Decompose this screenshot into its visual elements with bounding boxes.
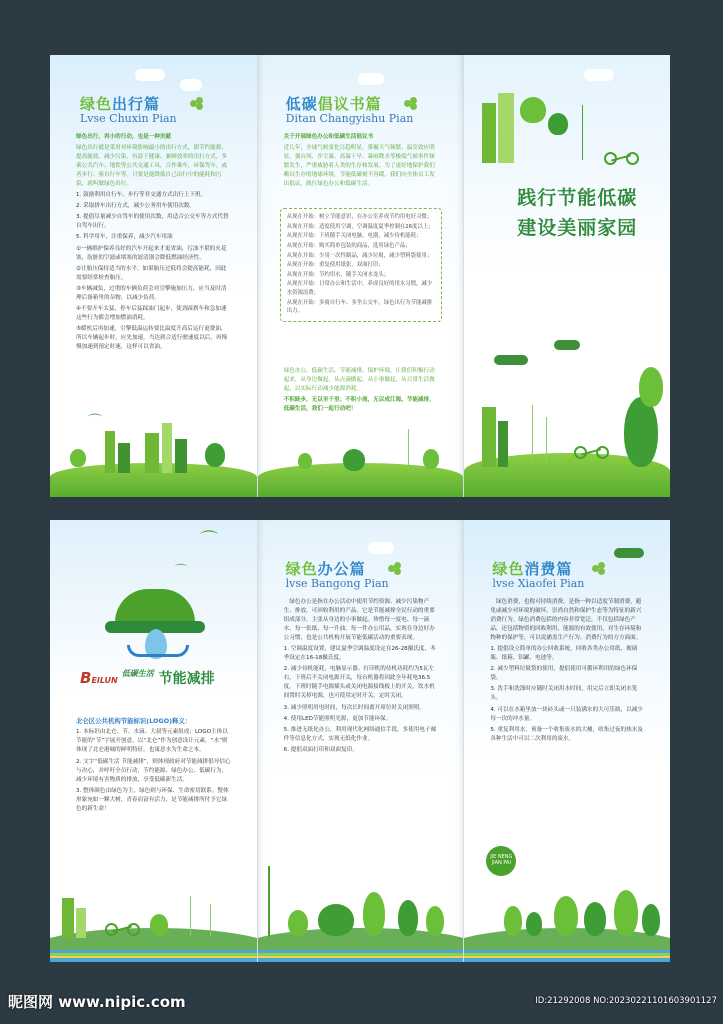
watermark-site: 昵图网 www.nipic.com (8, 993, 186, 1011)
tree-illustration (343, 449, 365, 471)
tree-illustration (554, 896, 578, 936)
list-item: ③车辆减负，过重的车辆负荷会对引擎施加压力，应当及时清理后备箱里的杂物，以减少负荷。 (76, 285, 227, 301)
panel-green-consumption (463, 520, 670, 962)
tree-illustration (70, 449, 86, 467)
bird-icon: ⌒ (200, 530, 218, 551)
intro-paragraph: 绿色出行就是采用对环境影响最小的出行方式，即节约能源、提高能效、减少污染，有益于健康、兼顾效率的出行方式。多乘公共汽车、地铁等公共交通工具，合作乘车，环保驾车，或者步行、骑自行车等。只要是能降低自己出行中的能耗和污染，就叫做绿色出行。 (76, 145, 228, 188)
section-heading: 关于开展绿色办公和低碳生活倡议书 (283, 134, 374, 140)
stripes-decoration (464, 950, 670, 962)
cloud (554, 340, 580, 350)
pledge-item: 从现在开始：少用一次性制品，减少垃圾，减少塑料袋使用； (286, 252, 433, 259)
list-item: 2. 文字“低碳生活 节能减排”，则体现政府对节能减排倡导信心与决心，并呼吁全员行动，节约能源、绿色办公、低碳行为，减少环境有害物质的排放，享受低碳新生活。 (76, 758, 231, 783)
list-item: 6. 提倡双面打印和双面复印。 (283, 746, 358, 753)
tree-illustration (548, 113, 568, 135)
panel-green-office (257, 520, 464, 962)
list-item: ①一辆维护保养良好的汽车开起来才更省油，污浊不堪的火花塞，肮脏的空滤或堵塞的滤清器会降低燃油经济性。 (76, 245, 227, 261)
panel-title: 绿色办公篇 (285, 560, 366, 578)
intro-paragraph: 近几年，全球气候变化日趋明显，雾霾天气频繁，温室效应明显，强台风、沙尘暴、高温干旱、暴雨降水等极端气候事件频繁发生，严重威胁着人类的生存和发展。为了更好地保护我们赖以生存的地球环境，节能低碳刻不容缓。我们向全体员工发出倡议，践行绿色办公和低碳生活。 (283, 145, 435, 188)
list-item: 1. 提倡设立简单的办公回收系统，回收各类办公用纸、玻璃瓶、纸箱、铝罐、电池等。 (490, 646, 638, 662)
panel-body (76, 716, 231, 816)
building-illustration (76, 908, 86, 938)
list-item: 2. 减少塑料垃圾袋的使用，提倡使用可循环利用的绿色环保袋。 (490, 666, 638, 682)
street-lamp-illustration (268, 866, 270, 936)
intro-paragraph: 绿色消费，也称可持续消费，是指一种以适度节制消费，避免或减少对环境的破坏，崇尚自然和保护生态等为特征的新兴消费行为。绿色消费包括的内容非常宽泛，不仅包括绿色产品，还包括物资的回收利用、能源的有效使用，对生存环境和物种的保护等，可以说涵盖生产行为、消费行为的方方面面。 (490, 599, 642, 642)
tree-illustration (504, 906, 522, 936)
building-illustration (498, 421, 508, 467)
building-illustration (105, 431, 115, 473)
tree-illustration (614, 890, 638, 936)
building-illustration (482, 407, 496, 467)
cloud (584, 69, 614, 81)
panel-title: 绿色消费篇 (492, 560, 573, 578)
building-illustration (145, 433, 159, 473)
list-item: 1. 鼓励利用自行车、步行等非交通方式出行上下班。 (76, 192, 207, 199)
building-illustration (482, 103, 496, 163)
wind-turbine-illustration (408, 429, 409, 469)
list-item: 1. 空调温度设置，建议夏季空调温度设定在26-28摄氏度，冬季设定在16-18摄氏度。 (283, 646, 436, 662)
list-item: 2. 减少待机能耗，电脑显示器、打印机的待机功耗约为5瓦左右，下班后不关闭电源开关，每台机器将因此全年耗电36.5度。下班时随手电源插头或关闭电源接线板上的开关，饮水机间置时关掉电源，也可使用定时开关，定时关闭。 (283, 666, 435, 700)
cloud (180, 79, 202, 91)
list-item: ②让胎压保持适当的水平，如果胎压过低将会提高能耗，因此需要经常检查胎压。 (76, 265, 227, 281)
list-item: 2. 采取拼车出行方式，减少公务用车使用次数。 (76, 203, 195, 210)
tree-illustration (205, 443, 225, 467)
panel-logo (50, 520, 257, 962)
bicycle-icon (574, 443, 610, 459)
tree-illustration (423, 449, 439, 469)
panel-green-travel (50, 55, 257, 497)
bird-icon: ⌒ (175, 563, 188, 577)
pledge-item: 从现在开始：下班随手关闭电脑、电器，减少待机能耗； (286, 233, 422, 240)
panel-subtitle: Ditan Changyishu Pian (285, 112, 414, 125)
slogan: 不积跬步，无以至千里；不积小流，无以成江海。节能减排，低碳生活，我们一起行动吧！ (283, 397, 435, 413)
brochure-inside (50, 520, 670, 962)
building-illustration (162, 423, 172, 473)
tree-illustration (639, 367, 663, 407)
stripes-decoration (258, 950, 464, 962)
building-illustration (175, 439, 187, 473)
pledge-item: 从现在开始：节约用水，随手关闭水龙头； (286, 271, 390, 278)
logo-wordmark: $BEILUN^{低碳生活}$ 节能减排 (80, 669, 215, 687)
cover-title-line2: 建设美丽家园 (517, 217, 638, 239)
tree-illustration (642, 904, 660, 936)
building-illustration (118, 443, 130, 473)
tree-illustration (318, 904, 354, 936)
wind-turbine-illustration (210, 904, 211, 936)
bicycle-icon (105, 920, 141, 936)
street-lamp-illustration (582, 105, 583, 160)
panel-title: 低碳倡议书篇 (285, 95, 382, 113)
tree-illustration (584, 902, 606, 936)
pledge-item: 从现在开始：购买简单包装的商品，选用绿色产品； (286, 242, 411, 249)
wind-turbine-illustration (532, 405, 533, 465)
panel-subtitle: lvse Bangong Pian (285, 577, 389, 590)
tree-illustration (624, 397, 658, 467)
bicycle-icon (604, 149, 640, 165)
pledge-box (280, 208, 442, 322)
cloud (614, 548, 644, 558)
panel-body (284, 133, 439, 191)
panel-subtitle: lvse Xiaofei Pian (492, 577, 585, 590)
list-item: 4. 可以在水箱里放一块砖头或一只装满水的大可乐瓶，以减少每一次的冲水量。 (490, 706, 643, 722)
clover-icon (388, 562, 402, 576)
clover-icon (190, 97, 204, 111)
list-item: ⑤暖机后再加速，引擎低温运转要比温度升高后运行更费油，所以车辆起步时，应先加速，当达到合适行驶速度以后，再慢慢加速到预定时速，这样可以省油。 (76, 325, 228, 350)
brochure-outside (50, 55, 670, 497)
list-item: 5. 科学用车，注重保养，减少汽车用油 (76, 234, 173, 241)
intro-paragraph: 绿色办公是指在办公活动中使用节约资源、减少污染物产生、排放，可回收利用的产品。它是节能减排全民行动的重要组成部分，主张从身边的小事做起。珍惜每一度电、每一滴水、每一张纸、每一升油、每一件办公用品，实现在身边好办公习惯，也是公共机构开展节能低碳活动的重要表现。 (283, 599, 435, 642)
list-item: 1. 本标识由北仑、节、水滴、大叔等元素组成；LOGO主体以节能的“节”字展开创意，以“北仑”作为创意设计元素，“水”则体现了北仑港城的鲜明特征，也寓意水为生命之本。 (76, 729, 228, 754)
section-heading: 绿色出行，再小的行动，也是一种贡献 (76, 134, 172, 140)
tree-illustration (520, 97, 546, 123)
list-item: 3. 提倡尽量减少自驾车的使用次数，用适合公交车等方式代替自驾车出行。 (76, 214, 229, 230)
tree-illustration (526, 912, 542, 936)
panel-outro (284, 367, 439, 416)
list-item: 3. 洗手和洗涤时应随时关闭用水时间，用完后立即关闭水笼头。 (490, 686, 638, 702)
cover-title-line1: 践行节能低碳 (517, 187, 638, 209)
building-illustration (498, 93, 514, 163)
outro-paragraph: 绿色办公，低碳生活，节能减排，保护环境，让我们积极行动起来，从身边做起，从点滴做起，从小事做起，从日常生活做起，以实际行动减少能源消耗。 (283, 368, 435, 393)
section-heading: 北仑区公共机构节能标识(LOGO)释义： (76, 717, 192, 725)
panel-body (76, 133, 231, 354)
clover-icon (592, 562, 606, 576)
tree-illustration (426, 906, 444, 936)
pledge-item: 从现在开始：树立节能意识，在办公室养成节约用电好习惯； (286, 214, 433, 220)
tree-illustration (398, 900, 418, 936)
panel-subtitle: Lvse Chuxin Pian (80, 112, 177, 125)
panel-cover (463, 55, 670, 497)
pledge-item: 从现在开始：多骑自行车、多坐公交车，绿色出行为节能减排出力。 (286, 299, 433, 315)
tree-illustration (150, 914, 168, 936)
panel-low-carbon-proposal (257, 55, 464, 497)
list-item: ④不要开车太猛，停车后猛踩油门起步，使劲踩刹车和急加速这些行为都会增加燃油消耗。 (76, 305, 227, 321)
energy-badge: JIE NENG JIAN PAI (486, 846, 516, 876)
wind-turbine-illustration (546, 417, 547, 465)
panel-body (284, 598, 439, 757)
tree-illustration (363, 892, 385, 936)
list-item: 3. 减少照明用电时间，每次长时间离开席位时关闭照明。 (283, 704, 426, 711)
cloud (358, 73, 384, 85)
list-item: 5. 推进无纸化办公，利用现代化网络通信手段，多使用电子邮件等信息化方式，实现无纸化作业。 (283, 726, 437, 742)
bird-icon: ⌒ (88, 414, 102, 430)
cloud (368, 542, 394, 554)
clover-icon (404, 97, 418, 111)
wind-turbine-illustration (190, 896, 191, 936)
pledge-item: 从现在开始：日常办公和生活中，养成良好的用水习惯，减少水资源浪费； (286, 281, 433, 297)
list-item: 3. 整体颜色由绿色为主，绿色则与环保、生命密切联系。整体形象宛如一颗大树，青春而富有活力，是节能减排所付予它绿色的新生命！ (76, 787, 229, 812)
list-item: 4. 使用LED节能照明光源，更加节能环保。 (283, 715, 392, 722)
tree-illustration (288, 910, 308, 936)
stripes-decoration (50, 950, 257, 962)
energy-saving-logo (105, 585, 205, 665)
building-illustration (62, 898, 74, 938)
pledge-item: 从现在开始：重复使用纸张，双面打印； (286, 262, 384, 269)
cloud (135, 69, 165, 81)
pledge-item: 从现在开始：适度使用空调，空调温度夏季控制在26度以上； (286, 223, 434, 230)
panel-title: 绿色出行篇 (80, 95, 161, 113)
panel-body (490, 598, 645, 746)
tree-illustration (298, 453, 312, 469)
list-item: 5. 重复利用水。预备一个收集废水的大桶，收集过夜的热水及各种生活中可以二次利用的废水。 (490, 726, 643, 742)
watermark-id: ID:21292008 NO:20230221101603901127 (535, 996, 717, 1006)
cloud (494, 355, 528, 365)
